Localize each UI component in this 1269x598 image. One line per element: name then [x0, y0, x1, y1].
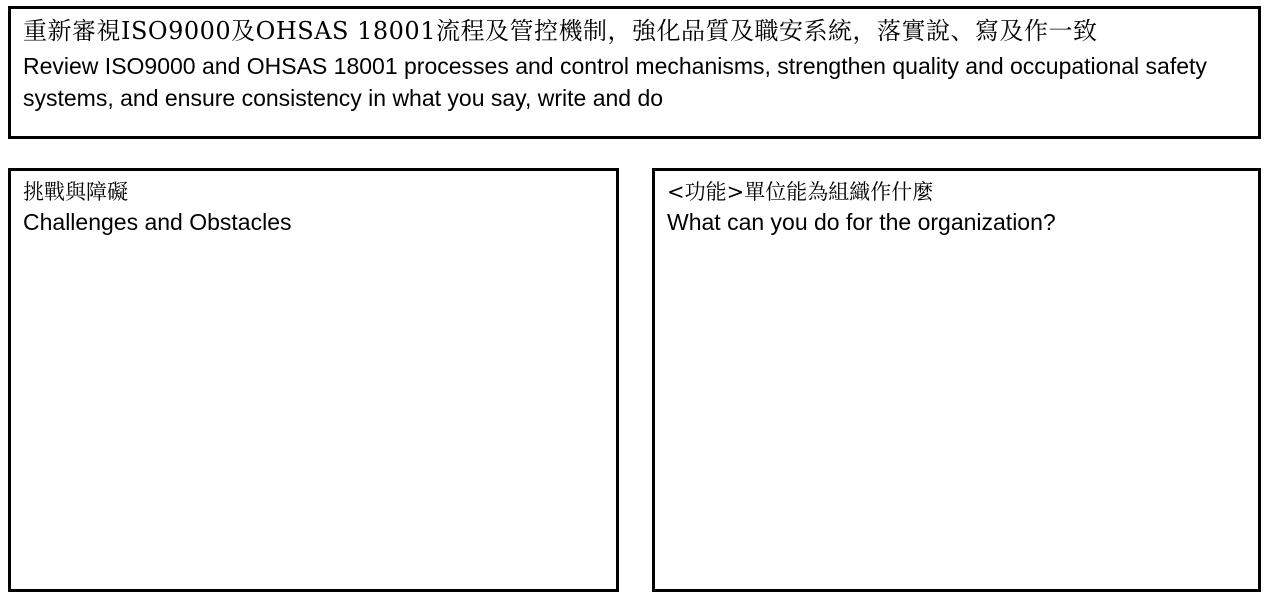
panel-body-right[interactable] — [667, 238, 1246, 568]
panel-row — [8, 168, 1261, 592]
panel-title-en-right: What can you do for the organization? — [667, 209, 1056, 236]
panel-challenges-and-obstacles — [8, 168, 619, 592]
panel-title-cjk-left: 挑戰與障礙 — [23, 180, 128, 204]
panel-title-cjk-right: <功能>單位能為組織作什麼 — [667, 180, 934, 204]
panel-body-left[interactable] — [23, 238, 604, 568]
banner-heading-en: Review ISO9000 and OHSAS 18001 processes and control mechanisms, strengthen quality and occupational safety systems, and ensure consistency in what you say, write and do — [23, 53, 1207, 112]
banner-heading-cjk: 重新審視ISO9000及OHSAS 18001流程及管控機制，強化品質及職安系統，落實說、寫及作一致 — [23, 17, 1098, 45]
panel-what-can-you-do — [652, 168, 1261, 592]
banner-box — [8, 6, 1261, 139]
panel-title-en-left: Challenges and Obstacles — [23, 209, 292, 236]
